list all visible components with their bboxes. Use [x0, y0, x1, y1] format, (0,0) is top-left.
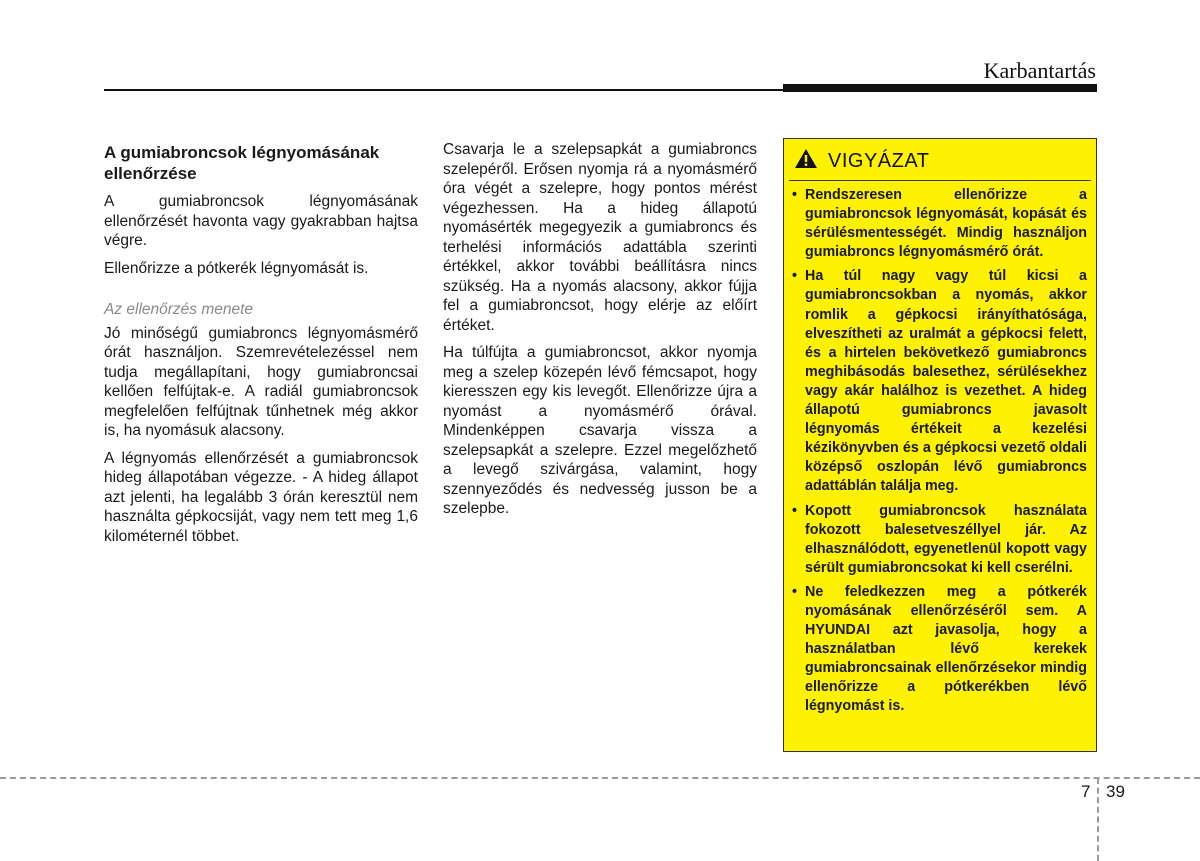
warning-item — [792, 186, 1087, 262]
bullet: • — [792, 268, 798, 285]
section-heading: A gumiabroncsok légnyomásának ellenőrzése — [104, 143, 380, 183]
paragraph: Ha túlfújta a gumiabroncsot, akkor nyomja meg a szelep közepén lévő fémcsapot, hogy kieresszen egy kis levegőt. Ellenőrizze újra a nyomást a nyomásmérő órával. Mindenképpen csavarja vissza a szelepsapkát a szelepre. Ezzel megelőzhető a levegő szivárgása, valamint, hogy szennyeződés és nedvesség jusson be a szelepbe. — [443, 344, 757, 517]
paragraph: Ellenőrizze a pótkerék légnyomását is. — [104, 259, 369, 277]
page-number: 39 — [1106, 782, 1125, 801]
paragraph: Jó minőségű gumiabroncs légnyomásmérő órát használjon. Szemrevételezéssel nem tudja megállapítani, hogy gumiabroncsai kellően felfújtak-e. A radiál gumiabroncsok megfelelően felfújtnak tűnhetnek még akkor is, ha nyomásuk alacsony. — [104, 324, 418, 439]
warning-box — [783, 138, 1097, 752]
warning-text: Rendszeresen ellenőrizze a gumiabroncsok légnyomását, kopását és sérülésmentességét. Mindig használjon gumiabroncs légnyomásmérő órát. — [805, 187, 1087, 261]
section-title: Karbantartás — [983, 58, 1096, 83]
paragraph: Csavarja le a szelepsapkát a gumiabroncs szelepéről. Erősen nyomja rá a nyomásmérő óra végét a szelepre, hogy pontos mérést végezhessen. Ha a hideg állapotú nyomásérték megegyezik a gumiabroncs és terhelési információs adattábla szerinti értékkel, akkor további beállításra nincs szükség. Ha a nyomás alacsony, akkor fújja fel a gumiabroncsot, hogy elérje az előírt értéket. — [443, 141, 757, 334]
bullet: • — [792, 187, 798, 203]
footer-divider-vertical — [1097, 778, 1099, 861]
footer-divider — [0, 777, 1200, 779]
warning-text: Kopott gumiabroncsok használata fokozott balesetveszéllyel jár. Az elhasználódott, egyenetlenül kopott vagy sérült gumiabroncsokat ki kell cserélni. — [805, 502, 1087, 576]
middle-column — [443, 140, 757, 527]
warning-item — [792, 267, 1087, 496]
warning-list — [792, 186, 1087, 717]
paragraph: A gumiabroncsok légnyomásának ellenőrzését havonta vagy gyakrabban hajtsa végre. — [104, 193, 418, 249]
warning-item — [792, 583, 1087, 717]
paragraph: A légnyomás ellenőrzését a gumiabroncsok hideg állapotában végezze. - A hideg állapot azt jelenti, ha legalább 3 órán keresztül nem használta gépkocsiját, vagy nem tett meg 1,6 kilométernél többet. — [104, 449, 418, 545]
subheading: Az ellenőrzés menete — [104, 301, 254, 318]
warning-text: Ha túl nagy vagy túl kicsi a gumiabroncsokban a nyomás, akkor romlik a gépkocsi irányíthatósága, elveszítheti az uralmát a gépkocsi felett, és a hirtelen bekövetkező gumiabroncs meghibásodás balesethez, sérülésekhez vagy akár halálhoz is vezethet. A hideg állapotú gumiabroncs javasolt légnyomás értékeit a kezelési kézikönyvben és a gépkocsi vezető oldali középső oszlopán lévő gumiabroncs adattáblán találja meg. — [805, 268, 1087, 495]
left-column — [104, 140, 418, 554]
warning-divider — [789, 180, 1091, 181]
header-rule — [104, 89, 784, 91]
warning-text: Ne feledkezzen meg a pótkerék nyomásának ellenőrzéséről sem. A HYUNDAI azt javasolja, hogy a használatban lévő kerekek gumiabroncsainak ellenőrzésekor mindig ellenőrizze a pótkerékben lévő légnyomást is. — [805, 583, 1087, 715]
warning-triangle-icon — [794, 148, 818, 174]
chapter-number: 7 — [1081, 782, 1091, 801]
warning-item — [792, 502, 1087, 578]
bullet: • — [792, 502, 798, 519]
bullet: • — [792, 583, 798, 600]
header-rule-thick — [783, 84, 1097, 92]
warning-title: VIGYÁZAT — [828, 149, 930, 172]
warning-header — [794, 148, 1096, 174]
